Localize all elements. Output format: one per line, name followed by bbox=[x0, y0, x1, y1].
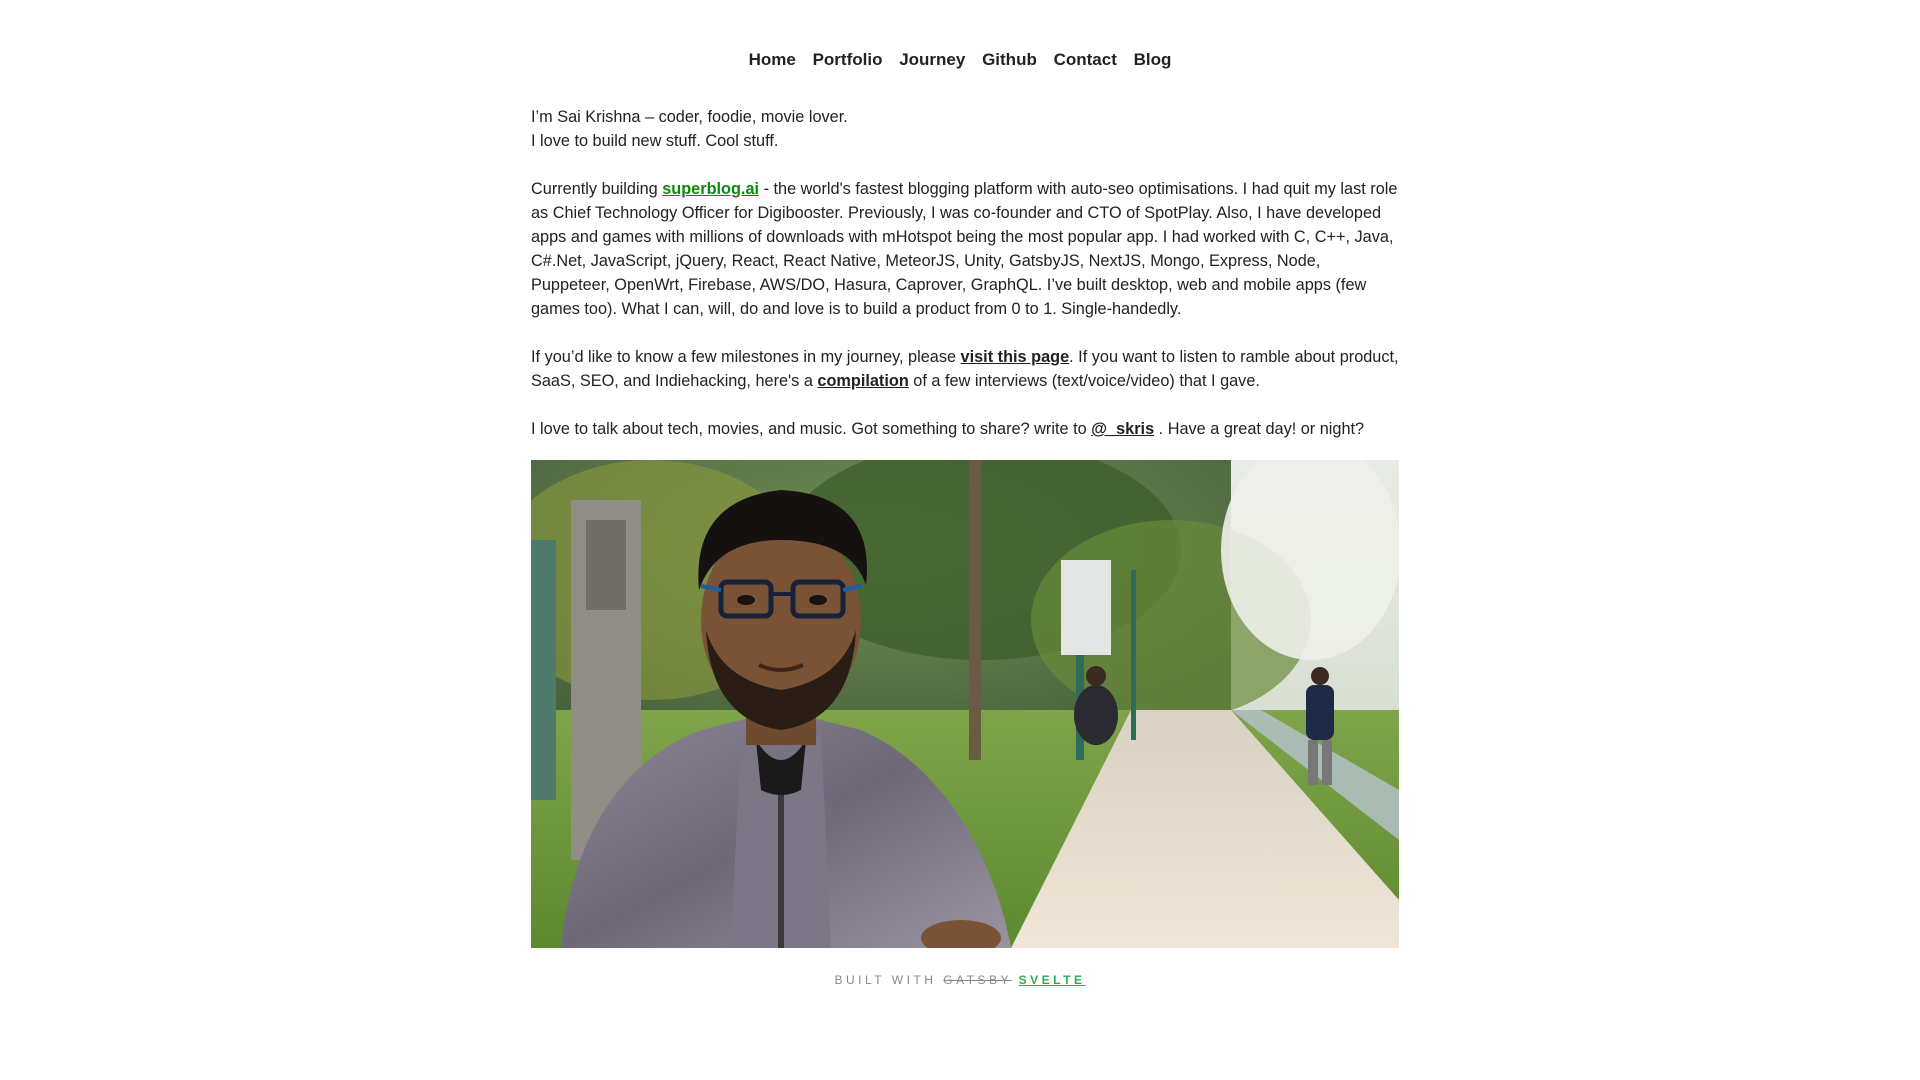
journey-middle: . If you want to listen to ramble about product, SaaS, SEO, and Indiehacking, here's a bbox=[531, 348, 1399, 390]
nav-portfolio[interactable]: Portfolio bbox=[812, 50, 883, 69]
journey-paragraph bbox=[531, 345, 1399, 393]
nav-home[interactable]: Home bbox=[748, 50, 796, 69]
nav-contact[interactable]: Contact bbox=[1053, 50, 1117, 69]
gatsby-struck-label: GATSBY bbox=[943, 973, 1012, 987]
contact-suffix: . Have a great day! or night? bbox=[1154, 420, 1365, 438]
twitter-handle-link[interactable]: @_skris bbox=[1091, 420, 1155, 438]
main-nav bbox=[0, 50, 1920, 70]
intro-line-2: I love to build new stuff. Cool stuff. bbox=[531, 132, 779, 150]
about-text: - the world's fastest blogging platform with auto-seo optimisations. I had quit my last role as Chief Technology Officer for Digibooster. Previously, I was co-founder and CTO of SpotPlay. Also, I have developed apps and games with millions of downloads with mHotspot being the most popular app. I had worked with C, C++, Java, C#.Net, JavaScript, jQuery, React, React Native, MeteorJS, Unity, GatsbyJS, NextJS, Mongo, Express, Node, Puppeteer, OpenWrt, Firebase, AWS/DO, Hasura, Caprover, GraphQL. I’ve built desktop, web and mobile apps (few games too). What I can, will, do and love is to build a product from 0 to 1. Single-handedly. bbox=[531, 180, 1398, 318]
main-content bbox=[531, 105, 1399, 441]
compilation-link[interactable]: compilation bbox=[817, 372, 909, 390]
intro-line-1: I’m Sai Krishna – coder, foodie, movie lover. bbox=[531, 108, 848, 126]
journey-prefix: If you’d like to know a few milestones in my journey, please bbox=[531, 348, 961, 366]
portrait-photo bbox=[531, 460, 1399, 948]
about-prefix: Currently building bbox=[531, 180, 663, 198]
footer-credit bbox=[0, 973, 1920, 987]
superblog-link[interactable]: superblog.ai bbox=[662, 180, 760, 198]
nav-github[interactable]: Github bbox=[982, 50, 1037, 69]
about-paragraph bbox=[531, 177, 1399, 321]
nav-journey[interactable]: Journey bbox=[899, 50, 966, 69]
nav-blog[interactable]: Blog bbox=[1133, 50, 1172, 69]
journey-suffix: of a few interviews (text/voice/video) that I gave. bbox=[908, 372, 1260, 390]
contact-paragraph bbox=[531, 417, 1399, 441]
built-with-label: BUILT WITH bbox=[834, 973, 944, 987]
svelte-link[interactable]: SVELTE bbox=[1018, 973, 1086, 987]
intro-paragraph bbox=[531, 105, 1399, 153]
visit-page-link[interactable]: visit this page bbox=[960, 348, 1070, 366]
contact-prefix: I love to talk about tech, movies, and music. Got something to share? write to bbox=[531, 420, 1092, 438]
portrait-image bbox=[531, 460, 1399, 948]
